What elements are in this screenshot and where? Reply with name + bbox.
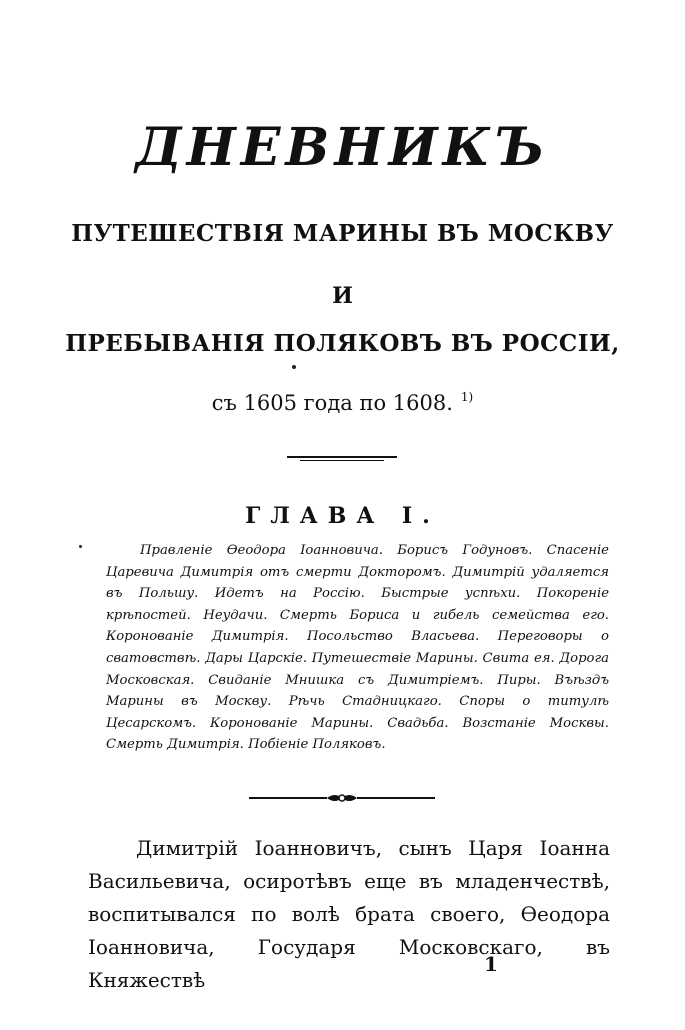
body-paragraph: Димитрій Іоанновичъ, сынъ Царя Іоанна Васильевича, осиротѣвъ еще въ младенчествѣ, воспитывался по волѣ брата своего, Ѳеодора Іоанновича, Государя Московскаго, въ Княжествѣ [88, 836, 610, 992]
book-title: ДНЕВНИКЪ [135, 117, 550, 178]
footnote-marker: 1) [460, 390, 474, 404]
print-speck [292, 365, 296, 369]
title-divider [287, 456, 397, 458]
subtitle-conjunction: И [332, 283, 353, 309]
title-divider-underline [300, 460, 384, 461]
chapter-heading: ГЛАВА I. [245, 503, 440, 529]
date-range [0, 390, 685, 415]
subtitle-line-1: ПУТЕШЕСТВІЯ МАРИНЫ ВЪ МОСКВУ [71, 220, 614, 247]
date-range-text: съ 1605 года по 1608. [211, 391, 453, 415]
chapter-summary: Правленіе Ѳеодора Іоанновича. Борисъ Годуновъ. Спасеніе Царевича Димитрія отъ смерти Докторомъ. Димитрій удаляется въ Польшу. Идетъ на Россію. Быстрые успѣхи. Покореніе крѣпостей. Неудачи. Смерть Бориса и гибель семейства его. Коронованіе Димитрія. Посольство Власьева. Переговоры о сватовствѣ. Дары Царскіе. Путешествіе Марины. Свита ея. Дорога Московская. Свиданіе Мнишка съ Димитріемъ. Пиры. Въѣздъ Марины въ Москву. Рѣчь Стадницкаго. Споры о титулѣ Цесарскомъ. Коронованіе Марины. Свадьба. Возстаніе Москвы. Смерть Димитрія. Побіеніе Поляковъ. [106, 543, 609, 753]
print-speck [79, 545, 82, 548]
ornamental-divider [247, 789, 437, 807]
subtitle-line-2: ПРЕБЫВАНІЯ ПОЛЯКОВЪ ВЪ РОССІИ, [65, 330, 620, 357]
page-number: 1 [484, 952, 498, 976]
